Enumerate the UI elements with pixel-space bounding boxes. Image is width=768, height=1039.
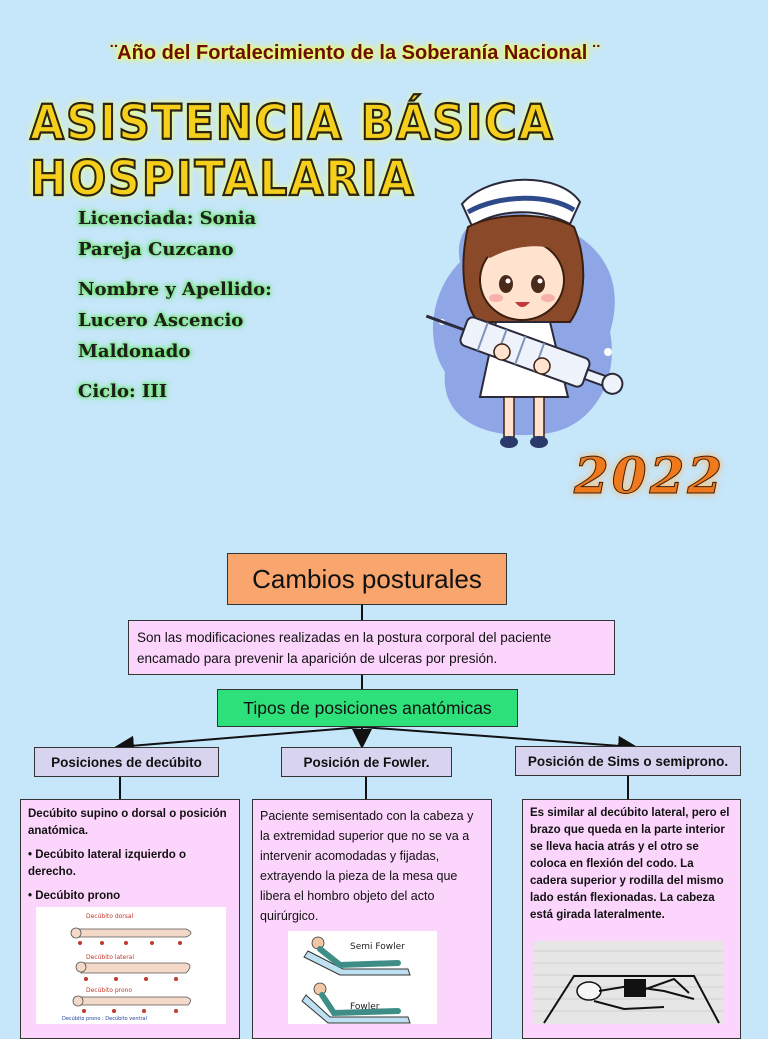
- fowler-diagram: [288, 931, 437, 1024]
- motto-text: ¨Año del Fortalecimiento de la Soberanía Nacional ¨: [110, 42, 600, 64]
- definition-box: Son las modificaciones realizadas en la postura corporal del paciente encamado para prevenir la aparición de ulceras por presión.: [128, 620, 615, 675]
- nurse-illustration: [420, 172, 630, 452]
- label-semi-fowler: Semi Fowler: [350, 942, 405, 952]
- teacher-line-1: Licenciada: Sonia: [78, 208, 257, 229]
- year-text: 2022: [574, 446, 726, 505]
- label-fowler: Fowler: [350, 1002, 380, 1012]
- decubito-diagram: [36, 907, 226, 1024]
- teacher-line-2: Pareja Cuzcano: [78, 239, 234, 260]
- fowler-figure: [288, 931, 437, 1024]
- figure-label-dorsal: Decúbito dorsal: [86, 913, 134, 920]
- decubito-figure: [36, 907, 226, 1024]
- sims-diagram: [534, 941, 723, 1024]
- main-title: ASISTENCIA BÁSICA HOSPITALARIA: [30, 94, 555, 208]
- description-fowler: Paciente semisentado con la cabeza y la extremidad superior que no se va a intervenir acomodadas y fijadas, extrayendo la pieza de la mesa que libera el hombro objeto del acto quirúrgico.: [252, 799, 492, 1039]
- topic-box: Cambios posturales: [227, 553, 507, 605]
- category-decubito: Posiciones de decúbito: [34, 747, 219, 777]
- decubito-item-3: • Decúbito prono: [28, 890, 121, 902]
- figure-label-prono: Decúbito prono: [86, 987, 133, 994]
- category-sims: Posición de Sims o semiprono.: [515, 746, 741, 776]
- decubito-item-2: • Decúbito lateral izquierdo o derecho.: [28, 849, 187, 878]
- sims-figure: [534, 941, 723, 1024]
- figure-label-lateral: Decúbito lateral: [86, 954, 135, 961]
- student-line-2: Maldonado: [78, 341, 191, 362]
- student-label: Nombre y Apellido:: [78, 279, 272, 300]
- student-line-1: Lucero Ascencio: [78, 310, 244, 331]
- cycle-text: Ciclo: III: [78, 381, 168, 402]
- description-sims: Es similar al decúbito lateral, pero el brazo que queda en la parte interior se lleva hacia atrás y el otro se coloca en flexión del codo. La cadera superior y rodilla del mismo lado están flexionadas. La cabeza está girada lateralmente.: [522, 799, 741, 1039]
- category-fowler: Posición de Fowler.: [281, 747, 452, 777]
- decubito-item-1: Decúbito supino o dorsal o posición anatómica.: [28, 808, 227, 837]
- figure-caption: Decúbito prono : Decúbito ventral: [62, 1016, 147, 1022]
- types-box: Tipos de posiciones anatómicas: [217, 689, 518, 727]
